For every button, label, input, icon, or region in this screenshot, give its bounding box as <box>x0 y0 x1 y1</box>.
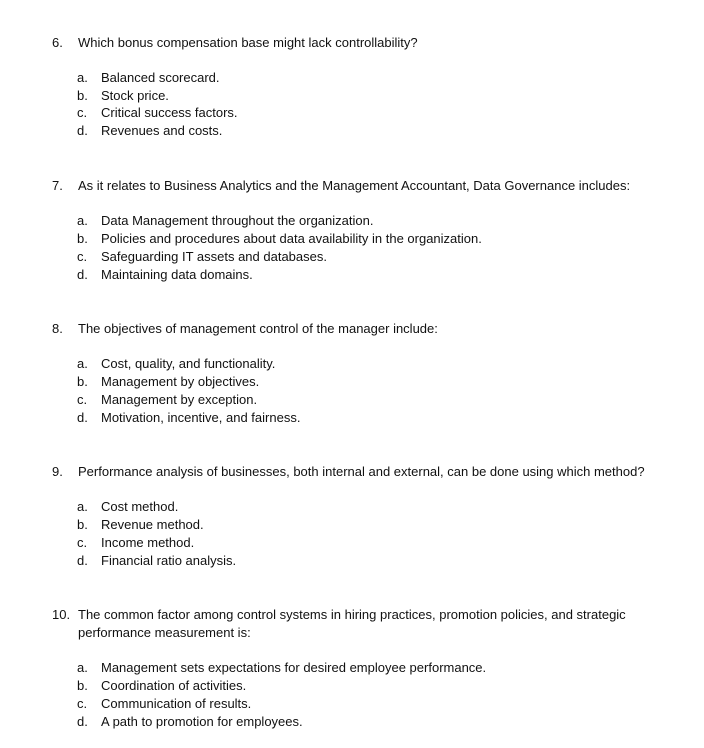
question-number: 9. <box>52 464 63 479</box>
question-text: As it relates to Business Analytics and the Management Accountant, Data Governance includes: <box>78 178 631 193</box>
option-letter: b. <box>77 374 88 389</box>
option-letter: c. <box>77 535 88 550</box>
option-text: Motivation, incentive, and fairness. <box>101 410 301 425</box>
option-c <box>77 248 677 266</box>
question-text: Which bonus compensation base might lack controllability? <box>78 35 418 50</box>
question-number: 6. <box>52 35 63 50</box>
option-letter: a. <box>77 660 88 675</box>
option-letter: d. <box>77 553 88 568</box>
option-letter: a. <box>77 70 88 85</box>
option-text: Income method. <box>101 535 195 550</box>
option-text: Policies and procedures about data availability in the organization. <box>101 231 482 246</box>
option-letter: b. <box>77 678 88 693</box>
option-a <box>77 659 677 677</box>
option-d <box>77 122 677 140</box>
question-text: The common factor among control systems in hiring practices, promotion policies, and strategic performance measurement is: <box>78 607 626 640</box>
question-text: Performance analysis of businesses, both internal and external, can be done using which method? <box>78 464 645 479</box>
option-letter: d. <box>77 410 88 425</box>
option-b <box>77 373 677 391</box>
option-text: Cost method. <box>101 499 179 514</box>
option-letter: d. <box>77 123 88 138</box>
option-letter: c. <box>77 105 88 120</box>
option-b <box>77 87 677 105</box>
option-text: Critical success factors. <box>101 105 238 120</box>
option-text: Maintaining data domains. <box>101 267 253 282</box>
option-text: Stock price. <box>101 88 169 103</box>
question-stem <box>52 177 682 195</box>
option-text: Coordination of activities. <box>101 678 247 693</box>
option-d <box>77 713 677 731</box>
option-c <box>77 695 677 713</box>
option-letter: a. <box>77 213 88 228</box>
option-letter: b. <box>77 231 88 246</box>
option-text: Data Management throughout the organization. <box>101 213 374 228</box>
option-d <box>77 266 677 284</box>
option-letter: d. <box>77 267 88 282</box>
option-letter: b. <box>77 517 88 532</box>
option-text: Revenue method. <box>101 517 204 532</box>
option-text: Revenues and costs. <box>101 123 223 138</box>
question-text: The objectives of management control of the manager include: <box>78 321 438 336</box>
option-a <box>77 498 677 516</box>
option-a <box>77 355 677 373</box>
option-text: A path to promotion for employees. <box>101 714 303 729</box>
option-letter: a. <box>77 499 88 514</box>
option-text: Balanced scorecard. <box>101 70 220 85</box>
option-letter: c. <box>77 249 88 264</box>
option-text: Management by exception. <box>101 392 258 407</box>
question-stem <box>52 320 682 338</box>
option-text: Management sets expectations for desired employee performance. <box>101 660 487 675</box>
option-d <box>77 552 677 570</box>
question-number: 8. <box>52 321 63 336</box>
option-letter: c. <box>77 392 88 407</box>
option-c <box>77 104 677 122</box>
question-number: 10. <box>52 607 71 622</box>
question-number: 7. <box>52 178 63 193</box>
option-c <box>77 534 677 552</box>
option-letter: b. <box>77 88 88 103</box>
question-stem <box>52 34 682 52</box>
option-c <box>77 391 677 409</box>
option-d <box>77 409 677 427</box>
option-text: Safeguarding IT assets and databases. <box>101 249 327 264</box>
option-letter: a. <box>77 356 88 371</box>
option-b <box>77 677 677 695</box>
option-letter: d. <box>77 714 88 729</box>
question-stem <box>52 463 682 481</box>
option-text: Management by objectives. <box>101 374 260 389</box>
option-a <box>77 69 677 87</box>
option-b <box>77 230 677 248</box>
option-a <box>77 212 677 230</box>
option-letter: c. <box>77 696 88 711</box>
option-text: Cost, quality, and functionality. <box>101 356 276 371</box>
option-text: Financial ratio analysis. <box>101 553 237 568</box>
option-b <box>77 516 677 534</box>
question-stem <box>52 606 652 642</box>
option-text: Communication of results. <box>101 696 252 711</box>
